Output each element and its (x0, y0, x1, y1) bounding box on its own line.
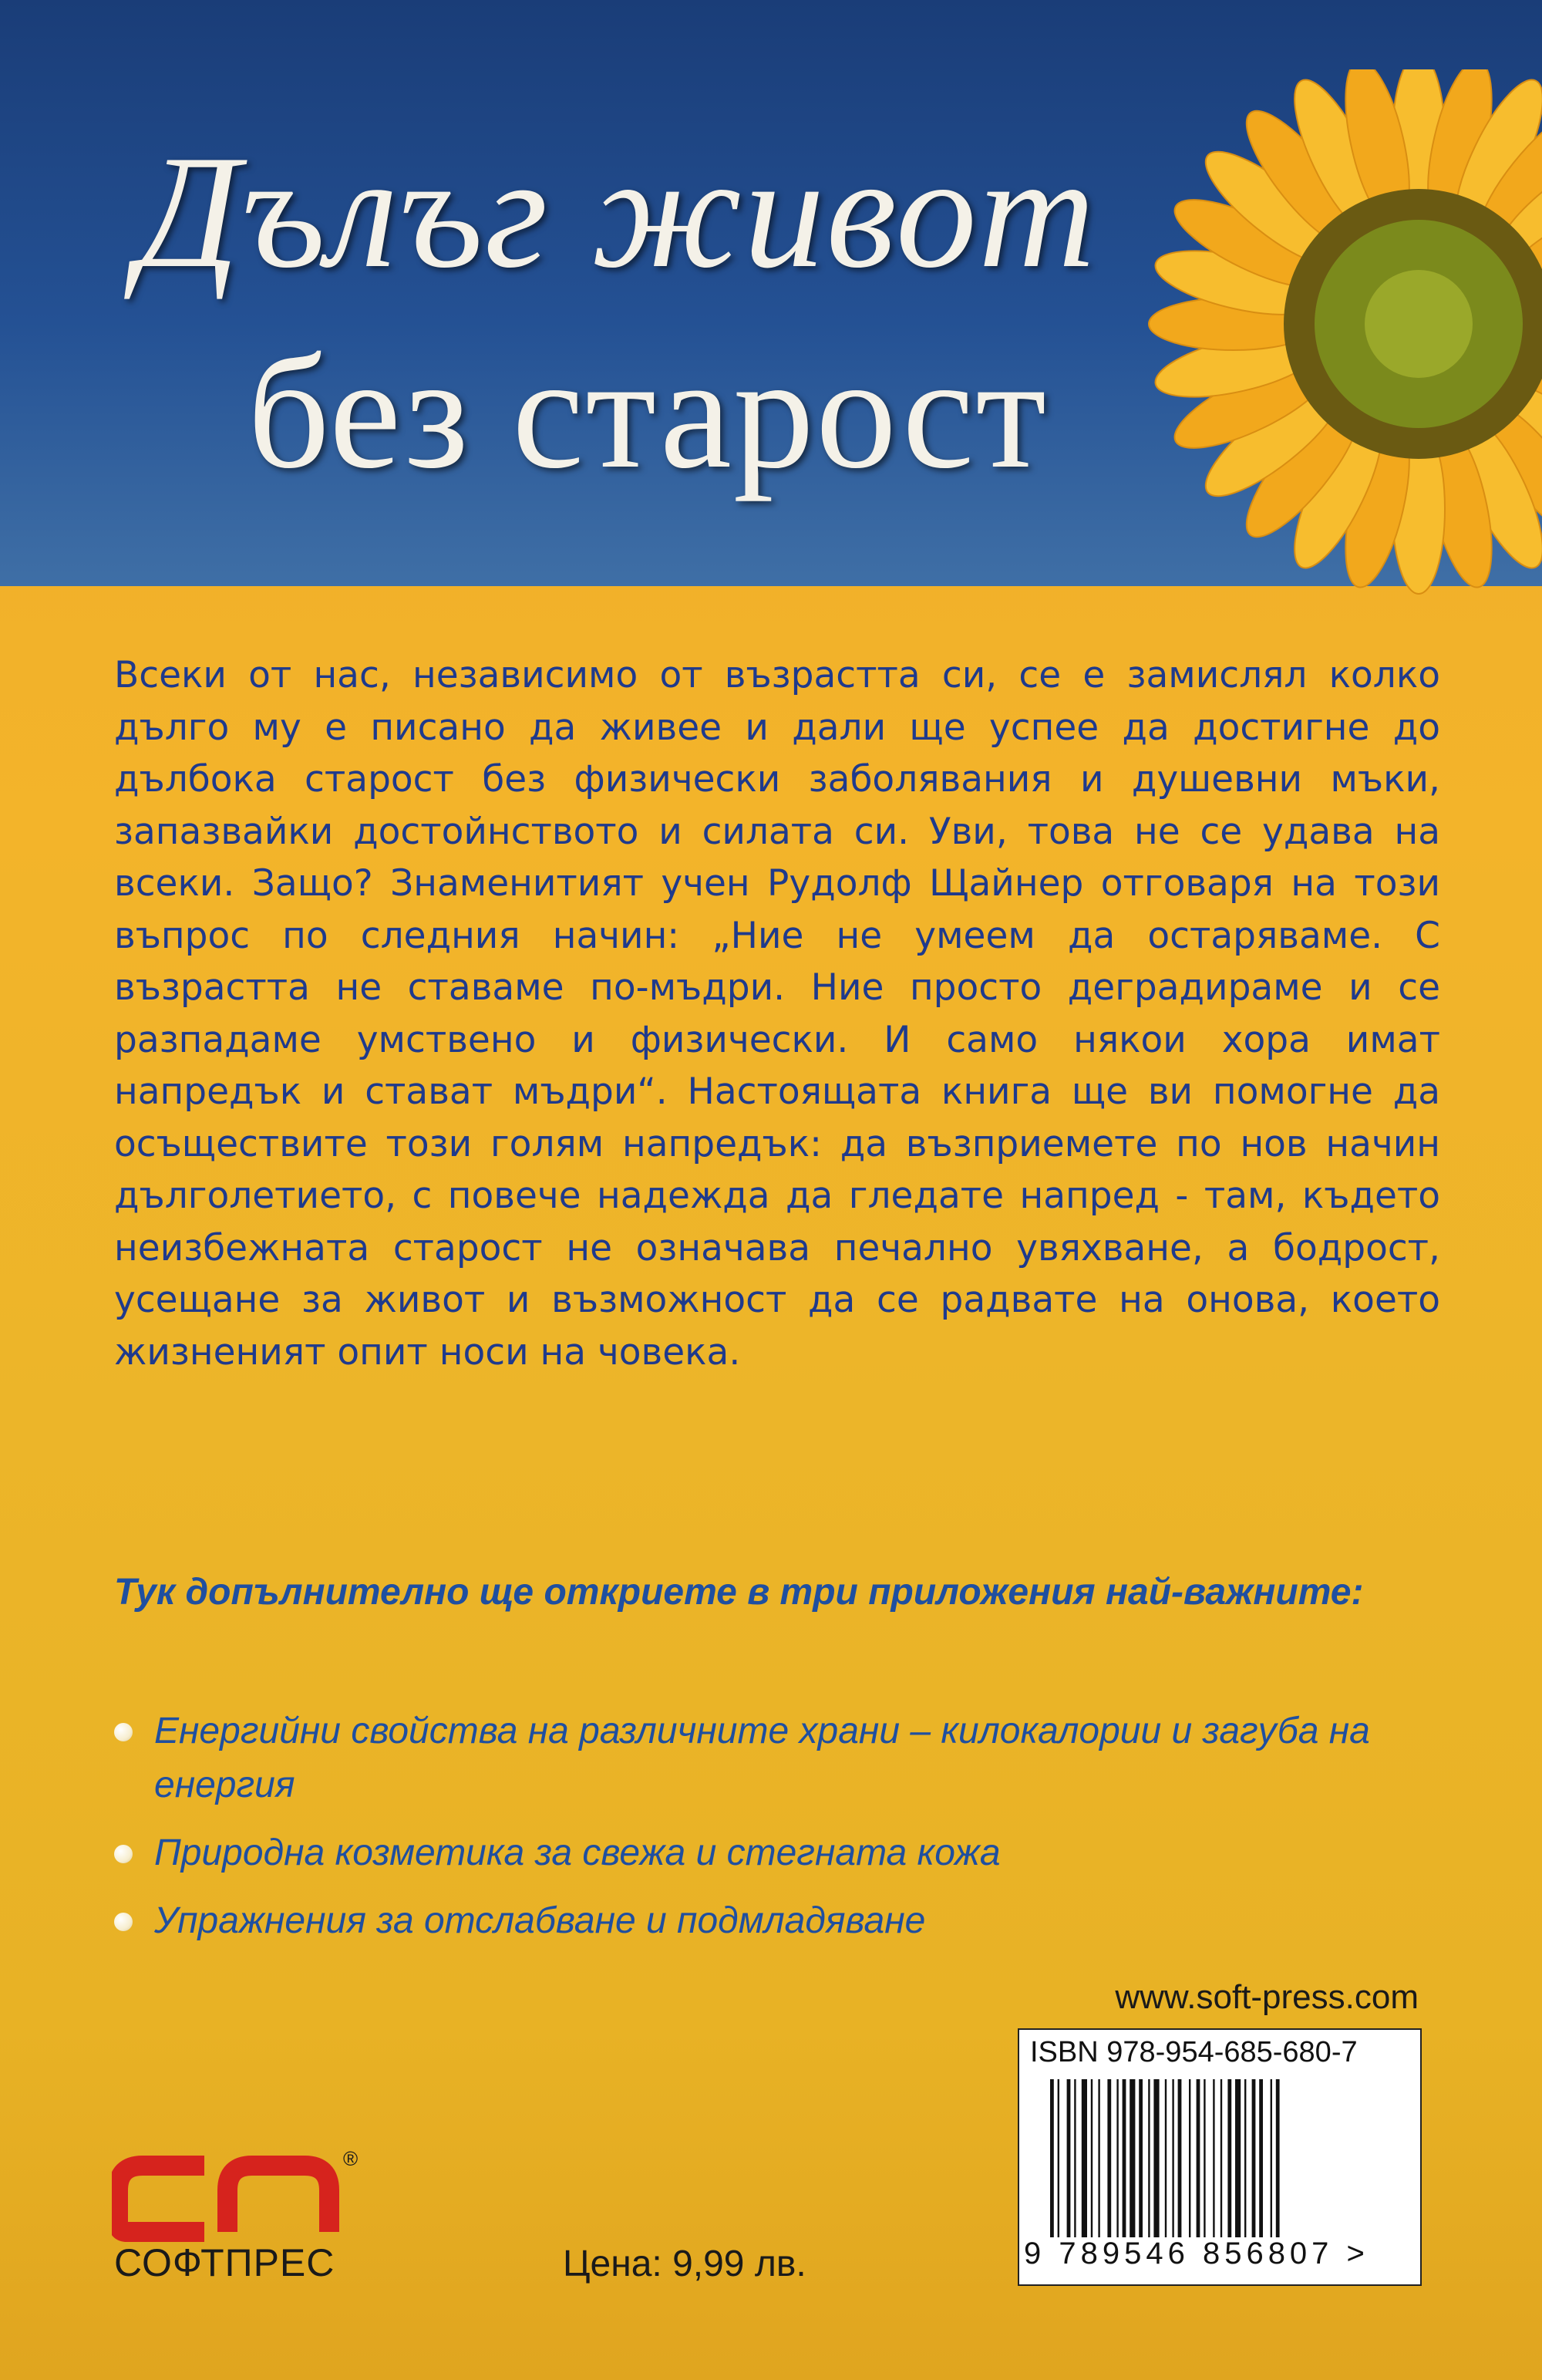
barcode-bar (1213, 2079, 1214, 2237)
barcode-bar (1139, 2079, 1143, 2237)
barcode-bar (1074, 2079, 1076, 2237)
list-item (114, 1894, 1456, 1948)
book-price: Цена: 9,99 лв. (563, 2243, 806, 2284)
barcode-bar (1271, 2079, 1272, 2237)
barcode-bar (1082, 2079, 1087, 2237)
publisher-website: www.soft-press.com (1115, 1978, 1419, 2016)
list-item-text: Енергийни свойства на различните храни – килокалории и загуба на енергия (154, 1711, 1370, 1805)
barcode-label (1018, 2028, 1422, 2286)
list-item-text: Природна козметика за свежа и стегната кожа (154, 1832, 1001, 1873)
list-item (114, 1704, 1456, 1812)
barcode-bar (1107, 2079, 1111, 2237)
bullet-icon (114, 1845, 133, 1863)
isbn-number: ISBN 978-954-685-680-7 (1030, 2036, 1358, 2068)
book-description: Всеки от нас, независимо от възрастта си, се е замислял колко дълго му е писано да живее и дали ще успее да достигне до дълбока старост без физически заболявания и душевни мъки, запазвайки достойнството и силата си. Уви, това не се удава на всеки. Защо? Знаменитият учен Рудолф Щайнер отговаря на този въпрос по следния начин: „Ние не умеем да остаряваме. С възрастта не ставаме по-мъдри. Ние просто деградираме и се разпадаме умствено и физически. И само някои хора имат напредък и стават мъдри“. Настоящата книга ще ви помогне да осъществите този голям напредък: да възприемете по нов начин дълголетието, с повече надежда да гледате напред - там, където неизбежната старост не означава печално увяхване, а бодрост, усещане за живот и възможност да се радвате на онова, което жизненият опит носи на човека. (114, 654, 1440, 1374)
barcode-bar (1227, 2079, 1231, 2237)
barcode-digits: 9 789546 856807 > (1024, 2237, 1369, 2270)
barcode-bar (1067, 2079, 1071, 2237)
barcode-bar (1172, 2079, 1173, 2237)
barcode-bar (1148, 2079, 1150, 2237)
barcode-bar (1116, 2079, 1118, 2237)
barcode-bar (1252, 2079, 1256, 2237)
barcode-bar (1091, 2079, 1093, 2237)
bullet-icon (114, 1913, 133, 1931)
barcode-bar (1058, 2079, 1059, 2237)
barcode-bar (1189, 2079, 1190, 2237)
list-item-text: Упражнения за отслабване и подмладяване (154, 1900, 926, 1941)
registered-mark: ® (343, 2147, 359, 2170)
barcode-bar (1165, 2079, 1167, 2237)
list-item (114, 1826, 1456, 1880)
publisher-name: СОФТПРЕС (114, 2241, 335, 2284)
barcode-bar (1204, 2079, 1205, 2237)
barcode-bar (1235, 2079, 1241, 2237)
appendices-heading: Тук допълнително ще откриете в три приложения най-важните: (114, 1572, 1364, 1613)
barcode-bar (1050, 2079, 1054, 2237)
book-title-line-2: без старост (247, 323, 1049, 502)
barcode-bar (1123, 2079, 1126, 2237)
book-title-line-1: Дълъг живот (136, 123, 1097, 302)
appendices-list (114, 1704, 1456, 1962)
barcode-bar (1178, 2079, 1182, 2237)
sunflower-center-core (1365, 270, 1473, 378)
barcode-bar (1259, 2079, 1263, 2237)
barcode-bar (1098, 2079, 1099, 2237)
barcode-bar (1153, 2079, 1159, 2237)
barcode-bar (1244, 2079, 1246, 2237)
barcode-bar (1276, 2079, 1280, 2237)
barcode-bar (1130, 2079, 1135, 2237)
barcode-bar (1220, 2079, 1222, 2237)
bullet-icon (114, 1723, 133, 1741)
barcode-icon (1050, 2079, 1389, 2237)
barcode-bar (1197, 2079, 1200, 2237)
